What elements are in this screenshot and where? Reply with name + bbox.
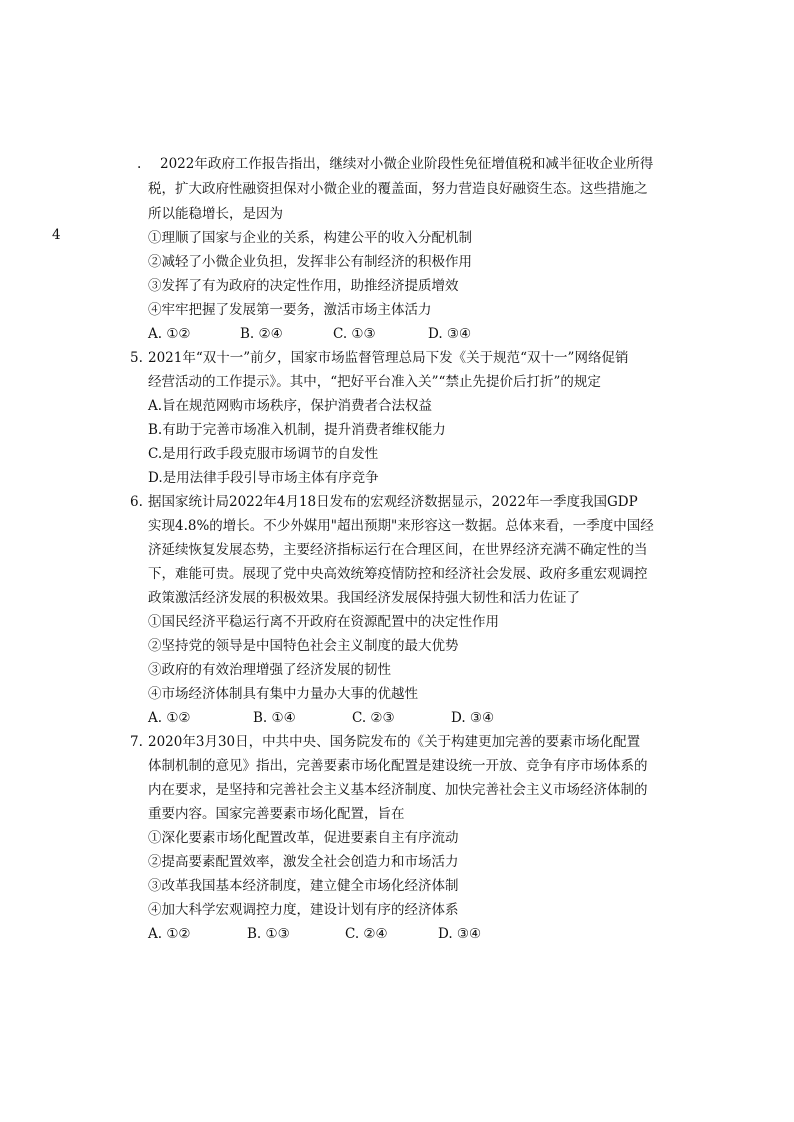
- option-a: A. ①②: [148, 926, 191, 942]
- option-b: B. ①③: [247, 926, 290, 942]
- question-number: 5.: [130, 350, 143, 366]
- statement: ③发挥了有为政府的决定性作用，助推经济提质增效: [148, 278, 459, 294]
- question-stem-line: 2021年“双十一”前夕，国家市场监督管理总局下发《关于规范“双十一”网络促销: [148, 350, 629, 366]
- question-number: 7.: [130, 734, 143, 750]
- option-b: B.有助于完善市场准入机制，提升消费者维权能力: [148, 422, 446, 438]
- question-stem-line: 下，难能可贵。展现了党中央高效统筹疫情防控和经济社会发展、政府多重宏观调控: [148, 566, 648, 582]
- statement: ①理顺了国家与企业的关系，构建公平的收入分配机制: [148, 230, 472, 246]
- question-stem-line: 实现4.8%的增长。不少外媒用"超出预期"来形容这一数据。总体来看，一季度中国经: [148, 518, 654, 534]
- question-stem-line: 内在要求，是坚持和完善社会主义基本经济制度、加快完善社会主义市场经济体制的: [148, 782, 648, 798]
- option-c: C. ①③: [333, 326, 376, 342]
- option-a: A. ①②: [148, 710, 191, 726]
- option-d: D.是用法律手段引导市场主体有序竞争: [148, 470, 379, 486]
- question-number: 6.: [130, 494, 143, 510]
- statement: ②坚持党的领导是中国特色社会主义制度的最大优势: [148, 638, 459, 654]
- statement: ④牢牢把握了发展第一要务，激活市场主体活力: [148, 302, 432, 318]
- question-stem-line: 经营活动的工作提示》。其中，“把好平台准入关”“禁止先提价后打折”的规定: [148, 374, 601, 390]
- question-stem-line: 体制机制的意见》指出，完善要素市场化配置是建设统一开放、竞争有序市场体系的: [148, 758, 648, 774]
- question-stem-line: 政策激活经济发展的积极效果。我国经济发展保持强大韧性和活力佐证了: [148, 590, 580, 606]
- option-b: B. ②④: [240, 326, 283, 342]
- question-stem-line: 据国家统计局2022年4月18日发布的宏观经济数据显示，2022年一季度我国GDP: [148, 494, 638, 510]
- option-d: D. ③④: [428, 326, 472, 342]
- side-number: 4: [52, 227, 61, 243]
- statement: ④加大科学宏观调控力度，建设计划有序的经济体系: [148, 902, 459, 918]
- question-stem-line: 济延续恢复发展态势，主要经济指标运行在合理区间，在世界经济充满不确定性的当: [148, 542, 648, 558]
- question-stem-line: 所以能稳增长，是因为: [148, 206, 283, 222]
- option-d: D. ③④: [451, 710, 495, 726]
- option-c: C.是用行政手段克服市场调节的自发性: [148, 446, 379, 462]
- option-a: A.旨在规范网购市场秩序，保护消费者合法权益: [148, 398, 433, 414]
- question-stem-line: 税，扩大政府性融资担保对小微企业的覆盖面，努力营造良好融资生态。这些措施之: [148, 181, 648, 197]
- option-c: C. ②④: [345, 926, 388, 942]
- statement: ①国民经济平稳运行离不开政府在资源配置中的决定性作用: [148, 614, 499, 630]
- option-d: D. ③④: [438, 926, 482, 942]
- question-stem-line: 重要内容。国家完善要素市场化配置，旨在: [148, 806, 405, 822]
- question-stem-line: 2020年3月30日，中共中央、国务院发布的《关于构建更加完善的要素市场化配置: [148, 734, 641, 750]
- statement: ①深化要素市场化配置改革，促进要素自主有序流动: [148, 830, 459, 846]
- statement: ④市场经济体制具有集中力量办大事的优越性: [148, 686, 418, 702]
- question-number: .: [137, 156, 142, 172]
- statement: ②减轻了小微企业负担，发挥非公有制经济的积极作用: [148, 254, 472, 270]
- question-stem-line: 2022年政府工作报告指出，继续对小微企业阶段性免征增值税和减半征收企业所得: [160, 156, 654, 172]
- statement: ②提高要素配置效率，激发全社会创造力和市场活力: [148, 854, 459, 870]
- statement: ③政府的有效治理增强了经济发展的韧性: [148, 662, 391, 678]
- option-a: A. ①②: [148, 326, 191, 342]
- statement: ③改革我国基本经济制度，建立健全市场化经济体制: [148, 878, 459, 894]
- option-c: C. ②③: [352, 710, 395, 726]
- option-b: B. ①④: [253, 710, 296, 726]
